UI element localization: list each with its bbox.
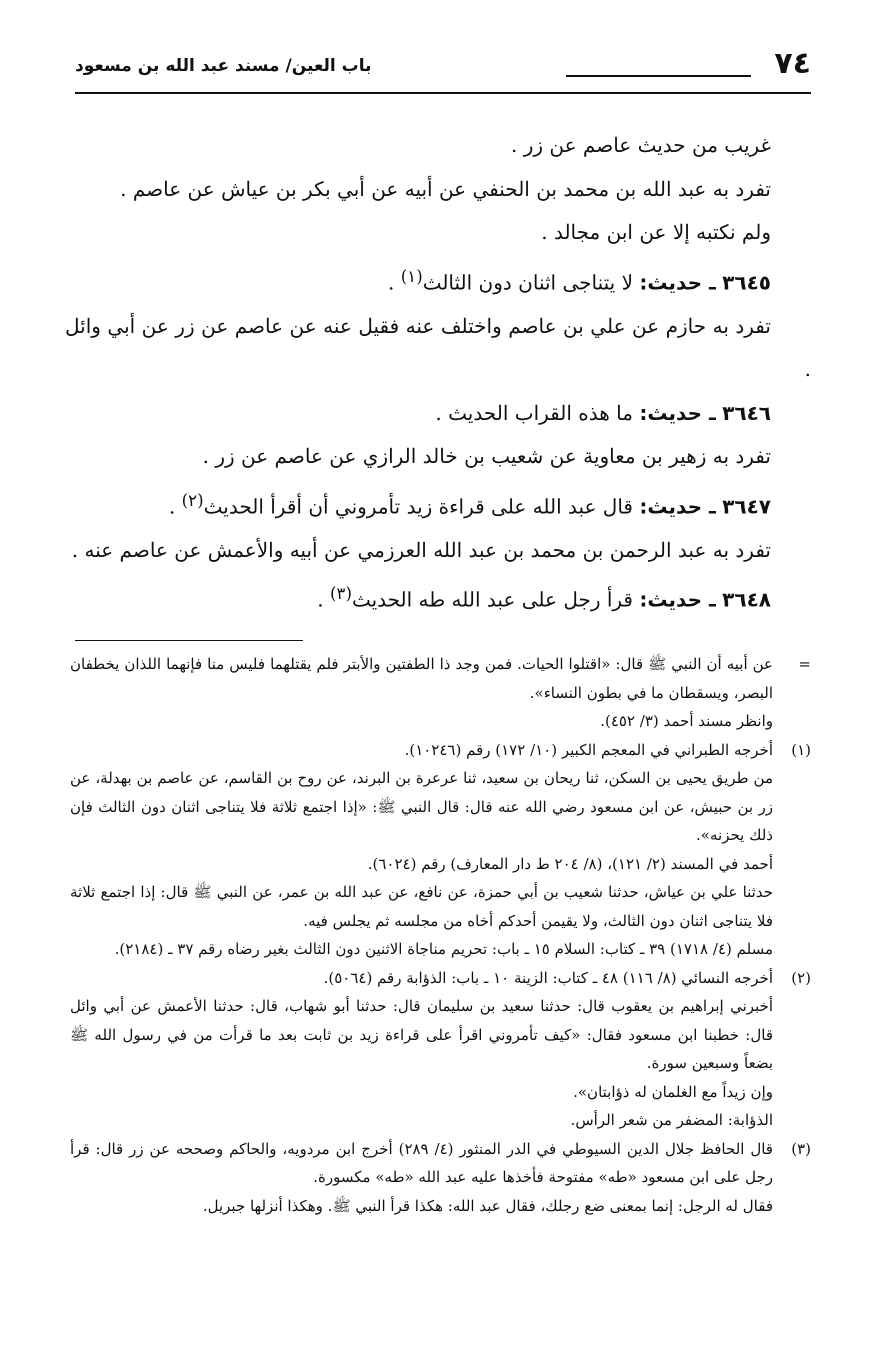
paragraph: ولم نكتبه إلا عن ابن مجالد .	[541, 220, 771, 244]
footnote-2	[70, 964, 811, 1135]
hadith-label: ـ حديث:	[639, 270, 716, 295]
paragraph: تفرد به عبد الرحمن بن محمد بن عبد الله العرزمي عن أبيه والأعمش عن عاصم عنه .	[71, 537, 771, 562]
footnote-line: أخرجه الطبراني في المعجم الكبير (١٠/ ١٧٢) رقم (١٠٢٤٦).	[404, 740, 773, 759]
hadith-label: ـ حديث:	[639, 494, 716, 519]
footnote-line: وإن زيداً مع الغلمان له ذؤابتان».	[573, 1082, 773, 1101]
footnote-continuation	[70, 650, 811, 736]
footnote-marker: (١)	[791, 740, 811, 759]
hadith-text: قرأ رجل على عبد الله طه الحديث	[351, 587, 633, 612]
paragraph: غريب من حديث عاصم عن زر .	[511, 133, 771, 157]
footnote-line: أخبرني إبراهيم بن يعقوب قال: حدثنا سعيد بن سليمان قال: حدثنا أبو شهاب، قال: حدثنا الأعمش عن أبي وائل قال: خطبنا ابن مسعود فقال: «كيف تأمروني اقرأ على قراءة زيد بن ثابت بعد ما قرأت من في رسول الله ﷺ بضعاً وسبعين سورة.	[70, 997, 773, 1072]
header-divider-short	[566, 75, 751, 77]
footnote-ref: (٢)	[181, 490, 204, 510]
footnote-line: أحمد في المسند (٢/ ١٢١)، (٨/ ٢٠٤ ط دار المعارف) رقم (٦٠٢٤).	[367, 854, 773, 873]
footnote-3	[70, 1135, 811, 1221]
running-title: باب العين/ مسند عبد الله بن مسعود	[75, 56, 372, 76]
main-text	[65, 124, 811, 622]
footnote-1	[70, 736, 811, 964]
hadith-end: .	[317, 587, 330, 612]
footnote-line: الذؤابة: المضفر من شعر الرأس.	[570, 1111, 773, 1129]
hadith-3647	[65, 479, 811, 529]
paragraph: تفرد به زهير بن معاوية عن شعيب بن خالد الرازي عن عاصم عن زر .	[202, 444, 771, 469]
hadith-end: .	[168, 494, 182, 519]
footnotes	[70, 650, 811, 1220]
paragraph: تفرد به حازم عن علي بن عاصم واختلف عنه فقيل عنه عن عاصم عن زر عن أبي وائل .	[65, 313, 811, 382]
hadith-3645	[65, 255, 811, 305]
footnote-line: من طريق يحيى بن السكن، ثنا ريحان بن سعيد، ثنا عرعرة بن البرند، عن روح بن القاسم، عن عاصم بن بهدلة، عن زر بن حبيش، عن ابن مسعود رضي الله عنه قال: قال النبي ﷺ: «إذا اجتمع ثلاثة فلا يتناجى اثنان دون الثالث فإن ذلك يحزنه».	[70, 769, 773, 844]
footnote-separator	[75, 640, 303, 641]
hadith-text: قال عبد الله على قراءة زيد تأمروني أن أقرأ الحديث	[203, 494, 633, 519]
paragraph: تفرد به عبد الله بن محمد بن الحنفي عن أبيه عن أبي بكر بن عياش عن عاصم .	[120, 176, 771, 201]
hadith-number: ٣٦٤٥	[722, 270, 771, 295]
hadith-label: ـ حديث:	[639, 587, 716, 612]
footnote-marker: =	[798, 655, 811, 673]
footnote-line: فقال له الرجل: إنما بمعنى ضع رجلك، فقال عبد الله: هكذا قرأ النبي ﷺ. وهكذا أنزلها جبريل.	[202, 1196, 773, 1215]
hadith-number: ٣٦٤٧	[722, 494, 771, 519]
hadith-end: .	[388, 270, 401, 295]
footnote-line: حدثنا علي بن عياش، حدثنا شعيب بن أبي حمزة، عن نافع، عن عبد الله بن عمر، عن النبي ﷺ قال: إذا اجتمع ثلاثة فلا يتناجى اثنان دون الثالث، ولا يقيمن أحدكم أخاه من مجلسه ثم يجلس فيه.	[70, 883, 773, 930]
hadith-3648	[65, 572, 811, 622]
footnote-marker: (٣)	[791, 1139, 811, 1158]
footnote-marker: (٢)	[791, 968, 811, 987]
hadith-3646	[65, 392, 811, 436]
hadith-label: ـ حديث:	[639, 400, 716, 425]
footnote-line: أخرجه النسائي (٨/ ١١٦) ٤٨ ـ كتاب: الزينة ١٠ ـ باب: الذؤابة رقم (٥٠٦٤).	[323, 968, 773, 987]
footnote-ref: (٣)	[329, 584, 352, 604]
page-header	[75, 40, 811, 90]
footnote-line: قال الحافظ جلال الدين السيوطي في الدر المنثور (٤/ ٢٨٩) أخرج ابن مردويه، والحاكم وصححه عن زر قال: قرأ رجل على ابن مسعود «طه» مفتوحة فأخذها عليه عبد الله «طه» مكسورة.	[70, 1139, 773, 1186]
footnote-line: عن أبيه أن النبي ﷺ قال: «اقتلوا الحيات. فمن وجد ذا الطفتين والأبتر فلم يقتلهما فليس منا فإنهما اللذان يخطفان البصر، ويسقطان ما في بطون النساء».	[70, 655, 773, 702]
hadith-number: ٣٦٤٦	[722, 400, 771, 425]
hadith-text: ما هذه القراب الحديث .	[435, 400, 633, 425]
footnote-ref: (١)	[400, 266, 423, 286]
footnote-line: وانظر مسند أحمد (٣/ ٤٥٢).	[600, 712, 773, 730]
header-rule	[75, 92, 811, 94]
footnote-line: مسلم (٤/ ١٧١٨) ٣٩ ـ كتاب: السلام ١٥ ـ باب: تحريم مناجاة الاثنين دون الثالث بغير رضاه رقم ٣٧ ـ (٢١٨٤).	[114, 940, 773, 958]
hadith-text: لا يتناجى اثنان دون الثالث	[422, 270, 633, 295]
page-number: ٧٤	[774, 46, 811, 81]
hadith-number: ٣٦٤٨	[722, 587, 771, 612]
